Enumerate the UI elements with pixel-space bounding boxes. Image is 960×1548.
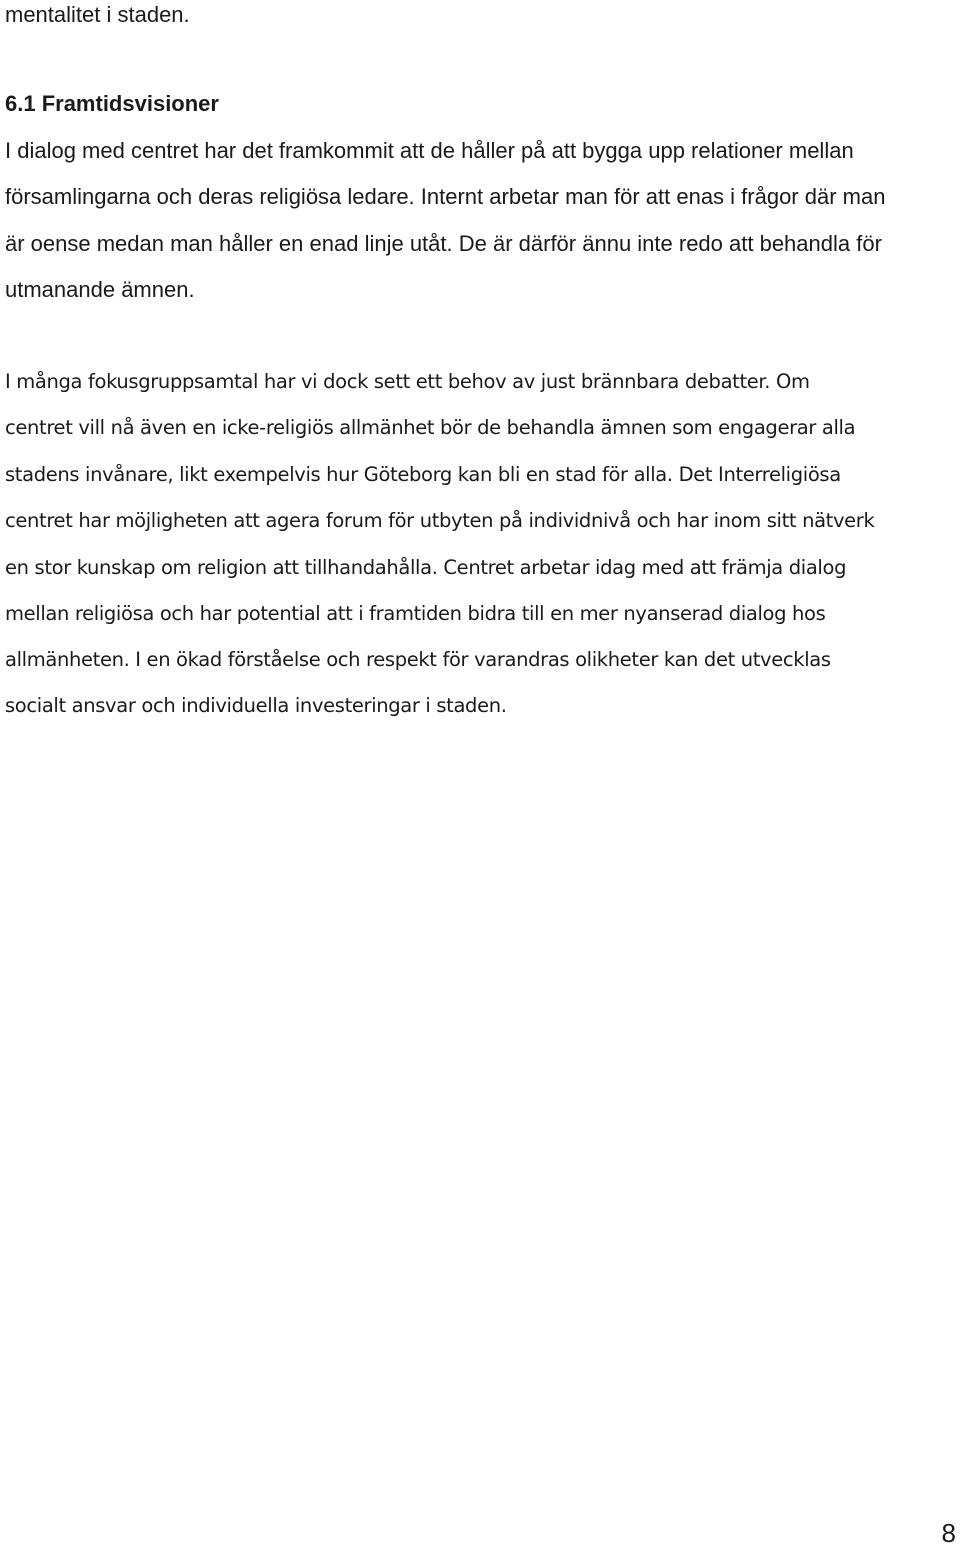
paragraph-line: socialt ansvar och individuella investeringar i staden. (5, 694, 507, 717)
paragraph-line: är oense medan man håller en enad linje utåt. De är därför ännu inte redo att behandla för (5, 231, 882, 256)
paragraph-line: I dialog med centret har det framkommit att de håller på att bygga upp relationer mellan (5, 138, 854, 163)
paragraph-line: centret vill nå även en icke-religiös allmänhet bör de behandla ämnen som engagerar alla (5, 416, 856, 439)
paragraph-line: utmanande ämnen. (5, 277, 195, 302)
page-number: 8 (941, 1518, 956, 1548)
paragraph-line: allmänheten. I en ökad förståelse och respekt för varandras olikheter kan det utvecklas (5, 648, 831, 671)
paragraph-line: mellan religiösa och har potential att i framtiden bidra till en mer nyanserad dialog hos (5, 602, 826, 625)
paragraph-line: I många fokusgruppsamtal har vi dock sett ett behov av just brännbara debatter. Om (5, 370, 810, 393)
continuation-line: mentalitet i staden. (5, 2, 190, 27)
paragraph-line: församlingarna och deras religiösa ledare. Internt arbetar man för att enas i frågor där man (5, 184, 886, 209)
paragraph-line: centret har möjligheten att agera forum för utbyten på individnivå och har inom sitt nätverk (5, 509, 875, 532)
paragraph-line: en stor kunskap om religion att tillhandahålla. Centret arbetar idag med att främja dialog (5, 556, 847, 579)
paragraph-line: stadens invånare, likt exempelvis hur Göteborg kan bli en stad för alla. Det Interreligiösa (5, 463, 841, 486)
section-heading: 6.1 Framtidsvisioner (5, 91, 219, 116)
